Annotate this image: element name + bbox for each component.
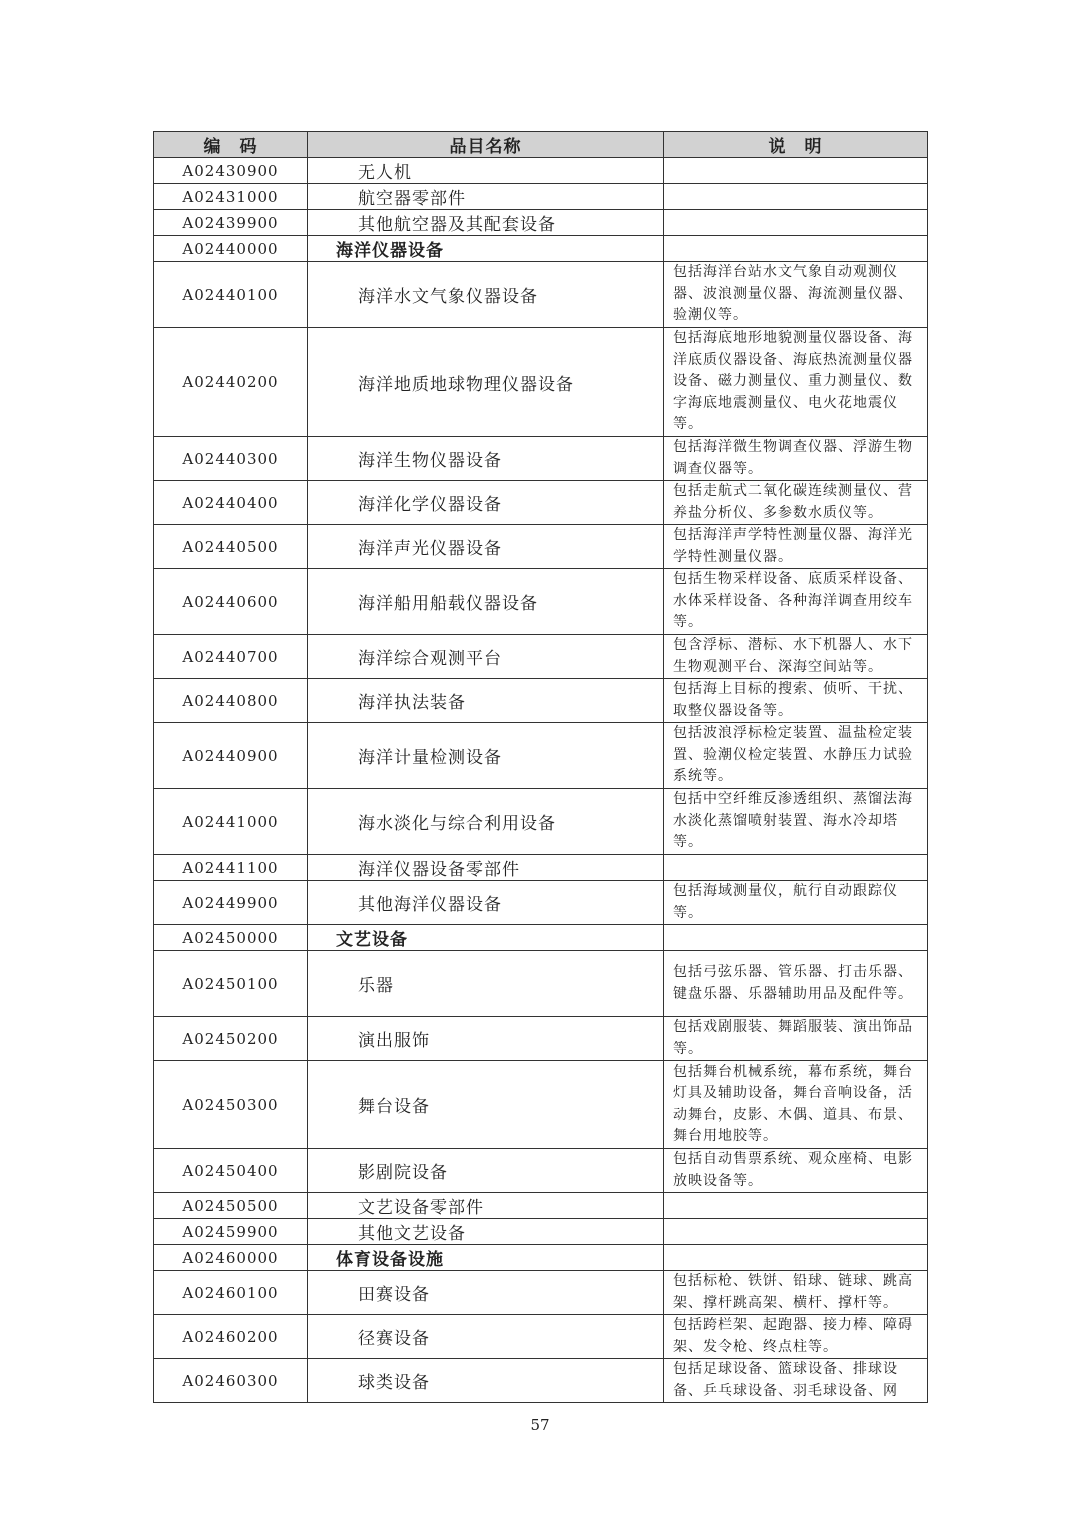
item-code: A02460100 xyxy=(154,1271,308,1315)
item-code: A02450100 xyxy=(154,951,308,1017)
item-description: 包括海洋声学特性测量仪器、海洋光学特性测量仪器。 xyxy=(664,525,928,569)
catalog-table xyxy=(153,131,928,1403)
item-name: 航空器零部件 xyxy=(308,184,664,210)
header-desc: 说 明 xyxy=(664,132,928,158)
item-code: A02449900 xyxy=(154,881,308,925)
item-description: 包括戏剧服装、舞蹈服装、演出饰品等。 xyxy=(664,1017,928,1061)
item-description: 包括足球设备、篮球设备、排球设备、乒乓球设备、羽毛球设备、网 xyxy=(664,1359,928,1403)
group-name: 海洋仪器设备 xyxy=(308,236,664,262)
item-description xyxy=(664,210,928,236)
table-row xyxy=(154,1219,928,1245)
item-name: 田赛设备 xyxy=(308,1271,664,1315)
item-code: A02439900 xyxy=(154,210,308,236)
item-description: 包括弓弦乐器、管乐器、打击乐器、键盘乐器、乐器辅助用品及配件等。 xyxy=(664,951,928,1017)
item-code: A02450500 xyxy=(154,1193,308,1219)
table-row xyxy=(154,184,928,210)
item-description: 包括跨栏架、起跑器、接力棒、障碍架、发令枪、终点柱等。 xyxy=(664,1315,928,1359)
table-row xyxy=(154,481,928,525)
item-name: 海洋水文气象仪器设备 xyxy=(308,262,664,328)
item-description: 包括标枪、铁饼、铅球、链球、跳高架、撑杆跳高架、横杆、撑杆等。 xyxy=(664,1271,928,1315)
table-row xyxy=(154,210,928,236)
item-code: A02431000 xyxy=(154,184,308,210)
table-row xyxy=(154,437,928,481)
table-row xyxy=(154,1245,928,1271)
group-name: 文艺设备 xyxy=(308,925,664,951)
item-description: 包括生物采样设备、底质采样设备、水体采样设备、各种海洋调查用绞车等。 xyxy=(664,569,928,635)
table-row xyxy=(154,262,928,328)
item-code: A02459900 xyxy=(154,1219,308,1245)
table-header-row xyxy=(154,132,928,158)
item-description: 包括走航式二氧化碳连续测量仪、营养盐分析仪、多参数水质仪等。 xyxy=(664,481,928,525)
item-description xyxy=(664,184,928,210)
item-description: 包括海洋台站水文气象自动观测仪器、波浪测量仪器、海流测量仪器、验潮仪等。 xyxy=(664,262,928,328)
item-name: 海洋地质地球物理仪器设备 xyxy=(308,328,664,437)
item-code: A02440700 xyxy=(154,635,308,679)
item-name: 舞台设备 xyxy=(308,1061,664,1149)
item-code: A02440100 xyxy=(154,262,308,328)
item-name: 乐器 xyxy=(308,951,664,1017)
item-code: A02450200 xyxy=(154,1017,308,1061)
table-row xyxy=(154,723,928,789)
item-code: A02440200 xyxy=(154,328,308,437)
item-description xyxy=(664,855,928,881)
table-row xyxy=(154,1061,928,1149)
item-name: 海洋生物仪器设备 xyxy=(308,437,664,481)
item-code: A02440400 xyxy=(154,481,308,525)
item-name: 海水淡化与综合利用设备 xyxy=(308,789,664,855)
table-row xyxy=(154,328,928,437)
item-description xyxy=(664,1193,928,1219)
item-code: A02430900 xyxy=(154,158,308,184)
item-description: 包括中空纤维反渗透组织、蒸馏法海水淡化蒸馏喷射装置、海水冷却塔等。 xyxy=(664,789,928,855)
table-row xyxy=(154,1193,928,1219)
item-code: A02450000 xyxy=(154,925,308,951)
table-row xyxy=(154,1271,928,1315)
item-description xyxy=(664,925,928,951)
table-row xyxy=(154,855,928,881)
item-code: A02440000 xyxy=(154,236,308,262)
item-code: A02460300 xyxy=(154,1359,308,1403)
table-row xyxy=(154,679,928,723)
item-description: 包括海底地形地貌测量仪器设备、海洋底质仪器设备、海底热流测量仪器设备、磁力测量仪、重力测量仪、数字海底地震测量仪、电火花地震仪等。 xyxy=(664,328,928,437)
item-description: 包括海域测量仪，航行自动跟踪仪等。 xyxy=(664,881,928,925)
item-code: A02450300 xyxy=(154,1061,308,1149)
item-name: 海洋声光仪器设备 xyxy=(308,525,664,569)
item-description: 包含浮标、潜标、水下机器人、水下生物观测平台、深海空间站等。 xyxy=(664,635,928,679)
item-code: A02450400 xyxy=(154,1149,308,1193)
item-name: 海洋化学仪器设备 xyxy=(308,481,664,525)
item-name: 海洋综合观测平台 xyxy=(308,635,664,679)
table-row xyxy=(154,158,928,184)
table-row xyxy=(154,881,928,925)
item-code: A02440300 xyxy=(154,437,308,481)
item-name: 海洋执法装备 xyxy=(308,679,664,723)
item-code: A02441000 xyxy=(154,789,308,855)
item-name: 其他海洋仪器设备 xyxy=(308,881,664,925)
table-row xyxy=(154,569,928,635)
table-row xyxy=(154,1017,928,1061)
item-code: A02460200 xyxy=(154,1315,308,1359)
item-description xyxy=(664,236,928,262)
item-name: 球类设备 xyxy=(308,1359,664,1403)
item-description: 包括波浪浮标检定装置、温盐检定装置、验潮仪检定装置、水静压力试验系统等。 xyxy=(664,723,928,789)
table-row xyxy=(154,525,928,569)
table-row xyxy=(154,925,928,951)
item-name: 其他文艺设备 xyxy=(308,1219,664,1245)
item-name: 无人机 xyxy=(308,158,664,184)
table-row xyxy=(154,1315,928,1359)
item-code: A02460000 xyxy=(154,1245,308,1271)
table-row xyxy=(154,1359,928,1403)
item-name: 海洋船用船载仪器设备 xyxy=(308,569,664,635)
item-code: A02440600 xyxy=(154,569,308,635)
item-code: A02440900 xyxy=(154,723,308,789)
table-row xyxy=(154,789,928,855)
item-name: 径赛设备 xyxy=(308,1315,664,1359)
group-name: 体育设备设施 xyxy=(308,1245,664,1271)
table-row xyxy=(154,951,928,1017)
table-row xyxy=(154,236,928,262)
item-description xyxy=(664,1245,928,1271)
item-code: A02441100 xyxy=(154,855,308,881)
item-name: 海洋计量检测设备 xyxy=(308,723,664,789)
table-body xyxy=(154,158,928,1403)
item-description xyxy=(664,158,928,184)
header-name: 品目名称 xyxy=(308,132,664,158)
item-name: 其他航空器及其配套设备 xyxy=(308,210,664,236)
item-code: A02440800 xyxy=(154,679,308,723)
item-name: 文艺设备零部件 xyxy=(308,1193,664,1219)
item-description: 包括海洋微生物调查仪器、浮游生物调查仪器等。 xyxy=(664,437,928,481)
item-code: A02440500 xyxy=(154,525,308,569)
item-description: 包括舞台机械系统，幕布系统，舞台灯具及辅助设备，舞台音响设备，活动舞台，皮影、木偶、道具、布景、舞台用地胶等。 xyxy=(664,1061,928,1149)
item-description: 包括海上目标的搜索、侦听、干扰、取整仪器设备等。 xyxy=(664,679,928,723)
page-number: 57 xyxy=(530,1416,550,1434)
header-code: 编 码 xyxy=(154,132,308,158)
item-name: 演出服饰 xyxy=(308,1017,664,1061)
item-name: 影剧院设备 xyxy=(308,1149,664,1193)
item-description: 包括自动售票系统、观众座椅、电影放映设备等。 xyxy=(664,1149,928,1193)
table-row xyxy=(154,1149,928,1193)
table-row xyxy=(154,635,928,679)
item-description xyxy=(664,1219,928,1245)
item-name: 海洋仪器设备零部件 xyxy=(308,855,664,881)
